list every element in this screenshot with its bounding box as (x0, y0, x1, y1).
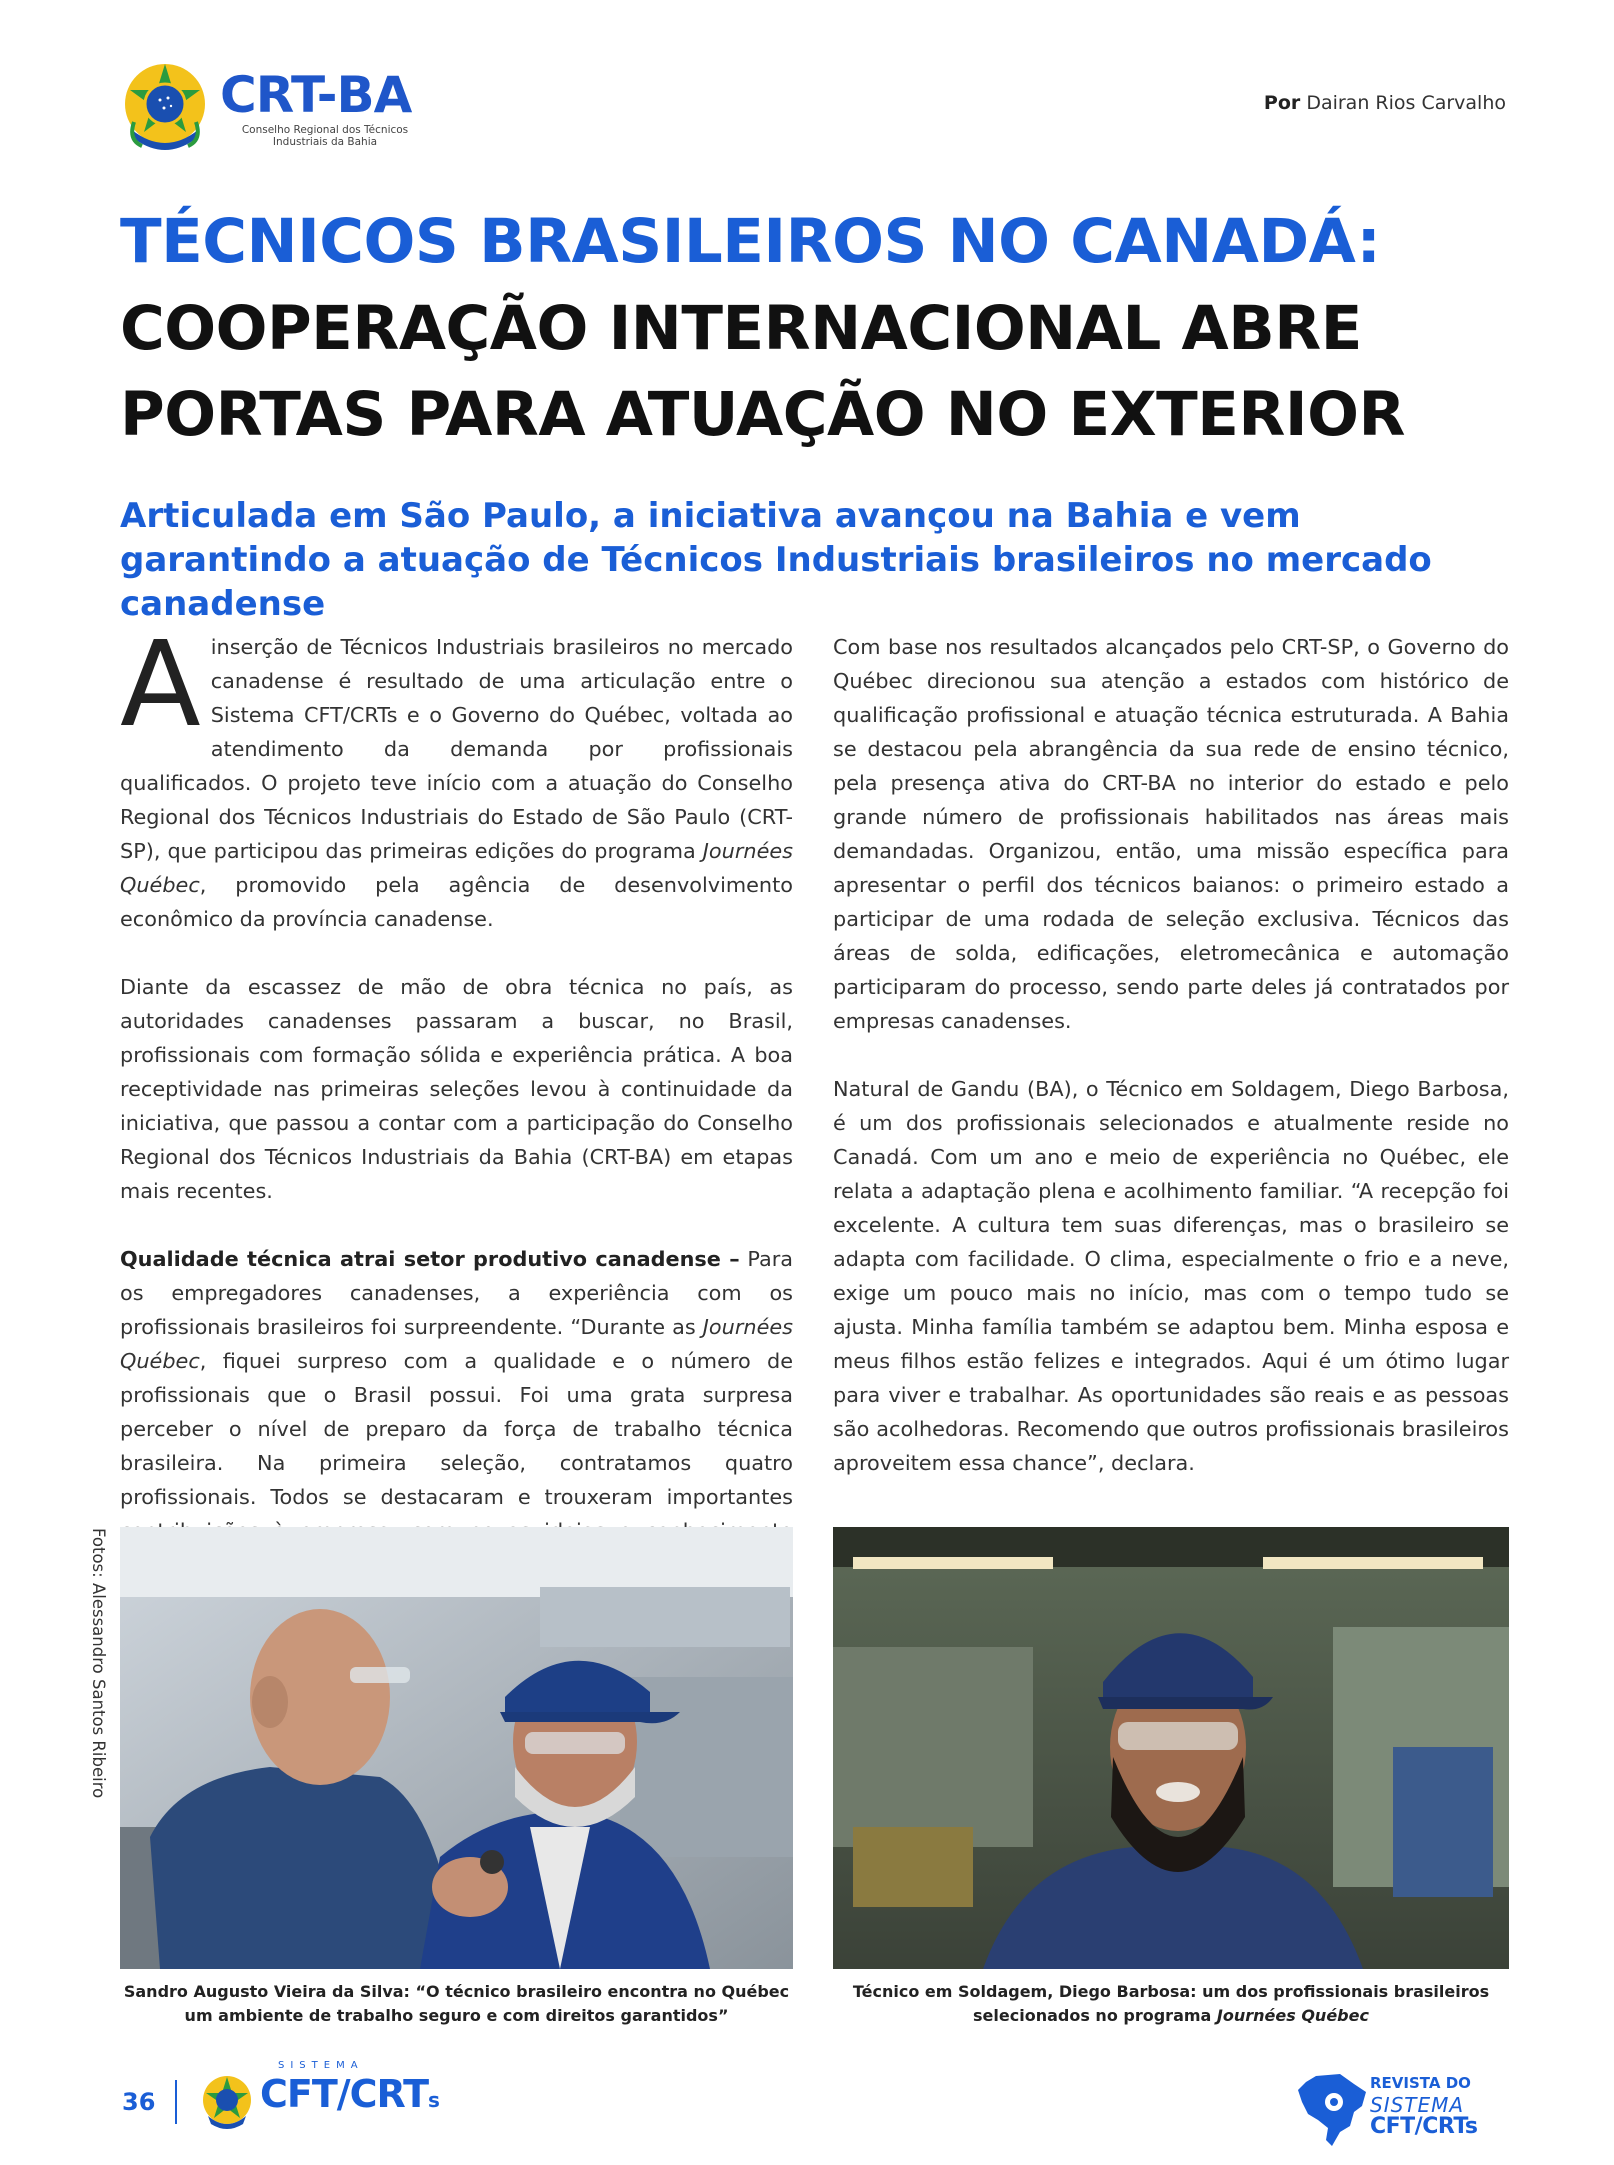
footer-cft-logo (260, 2072, 439, 2116)
article-subtitle: Articulada em São Paulo, a iniciativa avançou na Bahia e vem garantindo a atuação de Técnicos Industriais brasileiros no mercado canadense (120, 496, 1432, 624)
page-number: 36 (122, 2088, 156, 2116)
revista-line-3: CFT/CRTs (1370, 2114, 1478, 2139)
paragraph-1-text-b: , promovido pela agência de desenvolvimento econômico da província canadense. (120, 873, 793, 931)
footer-cft-suffix: s (428, 2088, 439, 2112)
paragraph-1-text-a: inserção de Técnicos Industriais brasileiros no mercado canadense é resultado de uma articulação entre o Sistema CFT/CRTs e o Governo do Québec, voltada ao atendimento da demanda por profissionais qualificados. O projeto teve início com a atuação do Conselho Regional dos Técnicos Industriais do Estado de São Paulo (CRT-SP), que participou das primeiras edições do programa (120, 635, 793, 863)
caption-right-text: Técnico em Soldagem, Diego Barbosa: um dos profissionais brasileiros selecionados no programa (852, 1982, 1490, 2025)
revista-line-1: REVISTA DO (1370, 2074, 1471, 2092)
photo-credit-text: Fotos: Alessandro Santos Ribeiro (89, 1528, 108, 1799)
logo-subtitle: Conselho Regional dos Técnicos Industriais da Bahia (241, 124, 409, 148)
program-name: Journées Québec (120, 1315, 793, 1373)
caption-left: Sandro Augusto Vieira da Silva: “O técnico brasileiro encontra no Québec um ambiente de trabalho seguro e com direitos garantidos” (123, 1982, 790, 2025)
brazil-map-gear-icon (1296, 2070, 1368, 2150)
photo-welder-portrait (833, 1527, 1509, 1969)
paragraph-3-text-b: , fiquei surpreso com a qualidade e o número de profissionais que o Brasil possui. Foi uma grata surpresa perceber o nível de preparo da força de trabalho técnica brasileira. Na primeira seleção, contratamos quatro profissionais. Todos se destacaram e trouxeram importantes (120, 1349, 793, 1509)
headline-black: COOPERAÇÃO INTERNACIONAL ABRE PORTAS PARA ATUAÇÃO NO EXTERIOR (120, 293, 1405, 450)
byline (1264, 92, 1506, 114)
byline-author: Dairan Rios Carvalho (1306, 92, 1506, 114)
paragraph-1 (120, 615, 793, 936)
paragraph-2: Diante da escassez de mão de obra técnica no país, as autoridades canadenses passaram a buscar, no Brasil, profissionais com formação sólida e experiência prática. A boa receptividade nas primeiras seleções levou à continuidade da iniciativa, que passou a contar com a participação do Conselho Regional dos Técnicos Industriais da Bahia (CRT-BA) em etapas mais recentes. (120, 975, 793, 1203)
headline-blue: TÉCNICOS BRASILEIROS NO CANADÁ: (120, 206, 1381, 277)
program-name: Journées Québec (120, 839, 793, 897)
logo-title: CRT-BA (220, 66, 412, 124)
photo-credit (84, 1528, 114, 1848)
cft-emblem-icon (200, 2074, 254, 2132)
paragraph-5: Natural de Gandu (BA), o Técnico em Soldagem, Diego Barbosa, é um dos profissionais selecionados e atualmente reside no Canadá. Com um ano e meio de experiência no Québec, ele relata a adaptação plena e acolhimento familiar. “A recepção foi excelente. A cultura tem suas diferenças, mas o brasileiro se adapta com facilidade. O clima, especialmente o frio e a neve, exige um pouco mais no início, mas com o tempo tudo se ajusta. Minha família também se adaptou bem. Minha esposa e meus filhos estão felizes e integrados. Aqui é um ótimo lugar para viver e trabalhar. As oportunidades são reais e as pessoas são acolhedoras. Recomendo que outros profissionais brasileiros aproveitem essa chance”, declara. (833, 1077, 1509, 1475)
caption-program-name: Journées Québec (1216, 2006, 1369, 2025)
article-column-right (833, 630, 1509, 1514)
footer-sistema-label: SISTEMA (278, 2060, 364, 2071)
revista-line-2: SISTEMA (1370, 2093, 1465, 2117)
drop-cap: A (120, 615, 201, 753)
paragraph-4: Com base nos resultados alcançados pelo CRT-SP, o Governo do Québec direcionou sua atenção a estados com histórico de qualificação profissional e atuação técnica estruturada. A Bahia se destacou pela abrangência da sua rede de ensino técnico, pela presença ativa do CRT-BA no interior do estado e pelo grande número de profissionais habilitados nas áreas mais demandadas. Organizou, então, uma missão específica para apresentar o perfil dos técnicos baianos: o primeiro estado a participar de uma rodada de seleção exclusiva. Técnicos das áreas de solda, edificações, eletromecânica e automação participaram do processo, sendo parte deles já contratados por empresas canadenses. (833, 635, 1509, 1033)
byline-prefix: Por (1263, 92, 1301, 114)
photo-two-men-factory (120, 1527, 793, 1969)
footer-cft-text: CFT/CRT (260, 2072, 429, 2116)
paragraph-3-text-a: Para os empregadores canadenses, a experiência com os profissionais brasileiros foi surpreendente. “Durante as (120, 1247, 793, 1339)
revista-logo (1370, 2072, 1478, 2138)
caption-right (833, 1980, 1509, 2028)
crt-ba-emblem-icon (120, 60, 210, 156)
footer-divider (175, 2080, 177, 2124)
article-column-left (120, 615, 793, 1650)
section-lead: Qualidade técnica atrai setor produtivo canadense – (120, 1247, 740, 1271)
